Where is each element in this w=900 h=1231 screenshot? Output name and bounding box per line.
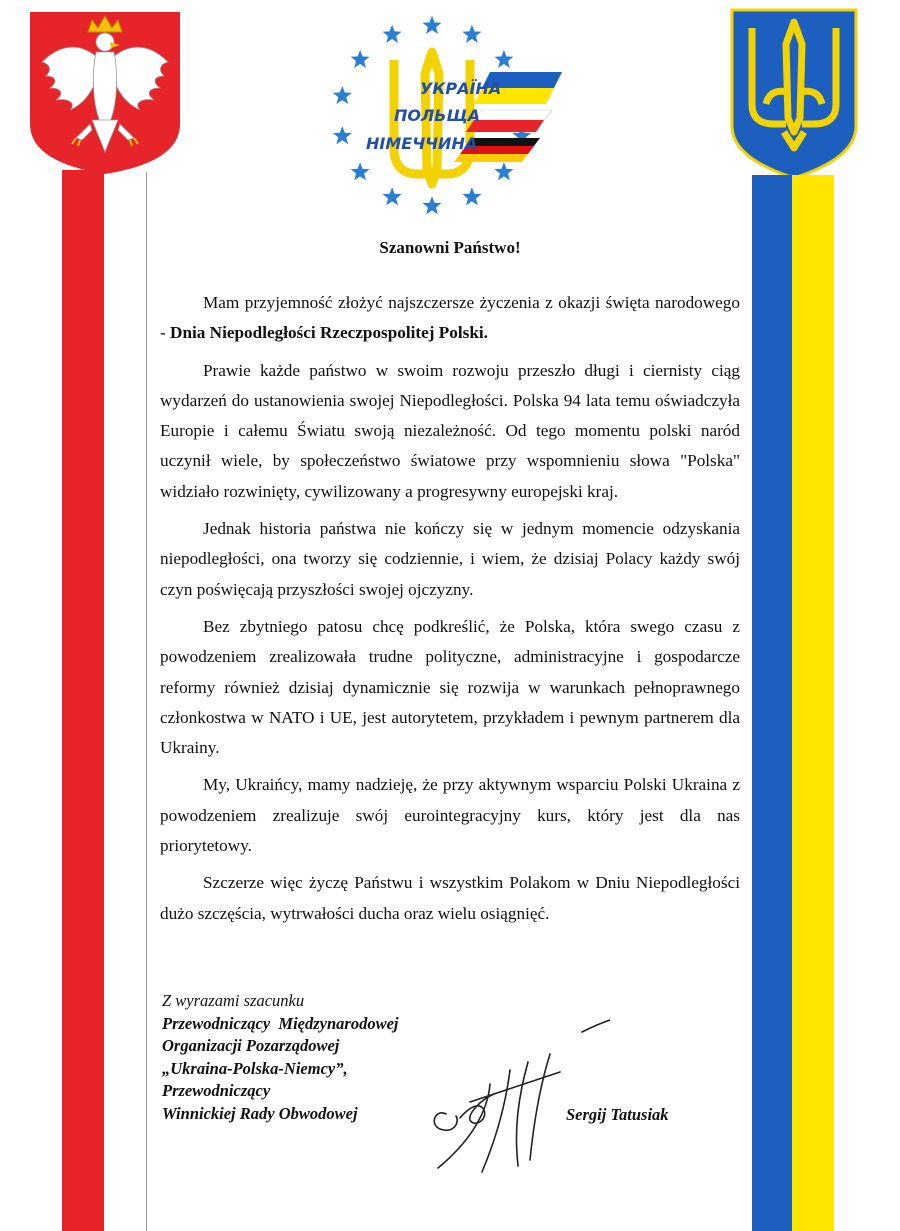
signer-name: Sergij Tatusiak [566, 1105, 669, 1124]
closing: Z wyrazami szacunku [162, 991, 305, 1010]
star-icon [462, 25, 481, 43]
ukrainian-yellow-stripe [792, 175, 834, 1231]
paragraph-1: Mam przyjemność złożyć najszczersze życzenia z okazji święta narodowego - Dnia Niepodległości Rzeczpospolitej Polski. [160, 293, 740, 343]
title-line-3: „Ukraina-Polska-Niemcy”, [162, 1058, 348, 1078]
greeting: Szanowni Państwo! [379, 238, 521, 257]
letter-body [160, 288, 740, 929]
title-line-2: Organizacji Pozarządowej [162, 1036, 340, 1055]
margin-line [146, 172, 147, 1231]
title-line-5: Winnickiej Rady Obwodowej [162, 1103, 358, 1123]
star-icon [423, 16, 442, 34]
paragraph-4: Bez zbytniego patosu chcę podkreślić, że Polska, która swego czasu z powodzeniem zrealizowała trudne polityczne, administracyjne i gospodarcze reformy również dzisiaj dynamicznie się rozwija w warunkach pełnoprawnego członkostwa w NATO i UE, jest autorytetem, przykładem i pewnym partnerem dla Ukrainy. [160, 616, 740, 758]
star-icon [351, 50, 370, 68]
logo-line-1: УКРАЇНА [420, 79, 502, 98]
polish-red-stripe [62, 170, 104, 1231]
star-icon [423, 196, 442, 214]
paragraph-5: My, Ukraińcy, mamy nadzieję, że przy aktywnym wsparciu Polski Ukraina z powodzeniem zrealizuje swój eurointegracyjny kurs, który jest dla nas priorytetowy. [160, 775, 740, 856]
star-icon [351, 162, 370, 180]
title-line-1: Przewodniczący Międzynarodowej [162, 1013, 399, 1033]
polish-eagle-emblem-icon [30, 12, 180, 174]
logo-line-2: ПОЛЬЩА [394, 106, 481, 125]
paragraph-3: Jednak historia państwa nie kończy się w jednym momencie odzyskania niepodległości, ona tworzy się codziennie, i wiem, że dzisiaj Polacy każdy swój czyn poświęcają przyszłości swojej ojczyzny. [160, 519, 740, 599]
star-icon [383, 187, 402, 205]
handwritten-signature [410, 1010, 610, 1185]
ukraine-poland-germany-logo [322, 8, 572, 218]
star-icon [333, 86, 352, 104]
star-icon [383, 25, 402, 43]
holiday-name: Dnia Niepodległości Rzeczpospolitej Polski. [170, 323, 488, 343]
star-icon [494, 162, 513, 180]
ukrainian-blue-stripe [752, 175, 792, 1231]
logo-line-3: НІМЕЧЧИНА [366, 134, 478, 153]
star-icon [462, 187, 481, 205]
paragraph-2: Prawie każde państwo w swoim rozwoju przeszło długi i ciernisty ciąg wydarzeń do ustanowienia swojej Niepodległości. Polska 94 lata temu oświadczyła Europie i całemu Światu swoją niezależność. Od tego momentu polski naród uczynił wiele, by społeczeństwo światowe przy wspomnieniu słowa "Polska" widziało rozwinięty, cywilizowany a progresywny europejski kraj. [160, 360, 740, 501]
star-icon [494, 50, 513, 68]
paragraph-6: Szczerze więc życzę Państwu i wszystkim Polakom w Dniu Niepodległości dużo szczęścia, wytrwałości ducha oraz wielu osiągnięć. [160, 873, 740, 923]
ukrainian-trident-emblem-icon [730, 8, 858, 180]
star-icon [333, 126, 352, 144]
title-line-4: Przewodniczący [162, 1081, 271, 1100]
